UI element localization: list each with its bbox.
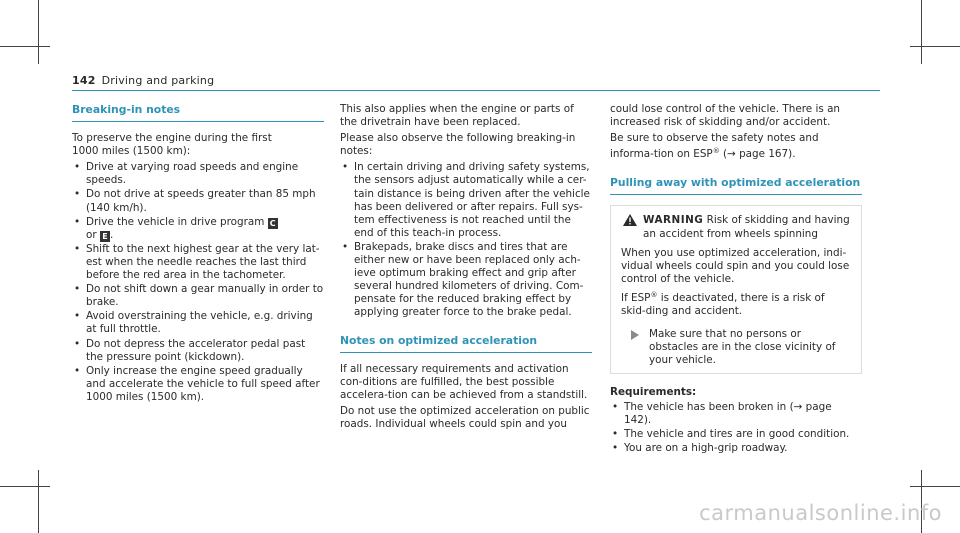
crop-mark — [38, 470, 39, 533]
crop-mark — [910, 46, 960, 47]
crop-mark — [0, 486, 50, 487]
page-number: 142 — [72, 74, 96, 87]
header-rule — [72, 90, 880, 91]
heading-rule — [72, 121, 324, 122]
column-3 — [610, 103, 862, 459]
crop-mark — [38, 0, 39, 64]
page-ref-link[interactable]: (→ page 167). — [719, 148, 796, 161]
intro-line: 1000 miles (1500 km): — [72, 145, 191, 158]
warning-box — [610, 205, 862, 374]
list-item: • Shift to the next highest gear at the very lat-est when the needle reaches the last third before the red area in the tachometer. — [72, 243, 324, 282]
heading-pulling-away: Pulling away with optimized acceleration — [610, 176, 861, 190]
list-item: • Brakepads, brake discs and tires that are either new or have been replaced only ach-ieve optimum braking effect and grip after several hundred kilometers of driving. Com-pensate for the reduced braking effect by applying greater force to the brake pedal. — [340, 241, 592, 320]
column-1 — [72, 103, 324, 408]
warning-paragraph — [621, 289, 851, 318]
paragraph: could lose control of the vehicle. There is an increased risk of skidding and/or accident. — [610, 103, 841, 129]
warning-header — [621, 214, 851, 240]
warning-text: Risk of skidding and having an accident from wheels spinning — [643, 214, 850, 240]
warning-triangle-icon — [623, 214, 637, 226]
paragraph: This also applies when the engine or parts of the drivetrain have been replaced. — [340, 103, 574, 129]
list-item: • Do not depress the accelerator pedal past the pressure point (kickdown). — [72, 338, 324, 364]
notes-list — [340, 161, 592, 319]
heading-rule — [610, 194, 862, 195]
list-item: • In certain driving and driving safety systems, the sensors adjust automatically while a cer-tain distance is being driven after the vehicle has been delivered or after repairs. Full sys-tem effectiveness is not reached until the end of this teach-in process. — [340, 161, 592, 240]
heading-rule — [340, 352, 592, 353]
paragraph: If all necessary requirements and activation con-ditions are fulfilled, the best possible accelera-tion can be achieved from a standstill. — [340, 362, 588, 401]
heading-breaking-in: Breaking-in notes — [72, 103, 181, 116]
column-2 — [340, 103, 592, 434]
warning-continuation: is deactivated, there is a risk of skid-ding and accident. — [621, 291, 825, 318]
or-text: or — [86, 228, 97, 241]
heading-optimized-acceleration: Notes on optimized acceleration — [340, 333, 538, 347]
action-arrow-icon — [631, 330, 639, 340]
list-item: • Only increase the engine speed gradually and accelerate the vehicle to full speed after 1000 miles (1500 km). — [72, 365, 324, 404]
drive-program-c-icon: C — [268, 218, 278, 229]
crop-mark — [921, 0, 922, 64]
warning-label: WARNING — [643, 214, 704, 227]
registered-mark: ® — [650, 290, 658, 299]
action-step — [621, 328, 851, 367]
registered-mark: ® — [712, 147, 720, 156]
list-item: • The vehicle and tires are in good condition. — [610, 428, 862, 441]
list-item: • Do not drive at speeds greater than 85 mph (140 km/h). — [72, 188, 324, 214]
crop-mark — [0, 46, 50, 47]
drive-program-text: Drive the vehicle in drive program — [86, 215, 265, 228]
esp-text: If ESP — [621, 291, 651, 304]
list-item: • You are on a high-grip roadway. — [610, 442, 862, 455]
section-title: Driving and parking — [101, 74, 215, 87]
page-header — [72, 74, 214, 87]
paragraph: Please also observe the following breaking-in notes: — [340, 132, 576, 158]
breaking-in-list — [72, 161, 324, 404]
action-text: Make sure that no persons or obstacles are in the close vicinity of your vehicle. — [649, 328, 836, 367]
paragraph — [610, 132, 862, 161]
crop-mark — [910, 486, 960, 487]
list-item: • The vehicle has been broken in (→ page 142). — [610, 401, 862, 427]
intro-line: To preserve the engine during the first — [72, 132, 272, 145]
list-item: • Avoid overstraining the vehicle, e.g. driving at full throttle. — [72, 310, 324, 336]
list-item: • Do not shift down a gear manually in order to brake. — [72, 283, 324, 309]
requirements-list — [610, 401, 862, 455]
watermark: carmanualsonline.info — [699, 501, 942, 525]
list-item — [72, 216, 324, 242]
warning-paragraph: When you use optimized acceleration, indi-vidual wheels could spin and you could lose control of the vehicle. — [621, 246, 850, 285]
drive-program-e-icon: E — [100, 231, 110, 242]
list-item: • Drive at varying road speeds and engine speeds. — [72, 161, 324, 187]
requirements-label: Requirements: — [610, 386, 697, 399]
period: . — [109, 228, 114, 241]
paragraph: Do not use the optimized acceleration on public roads. Individual wheels could spin and you — [340, 404, 590, 430]
esp-text: Be sure to observe the safety notes and informa-tion on ESP — [610, 132, 819, 161]
